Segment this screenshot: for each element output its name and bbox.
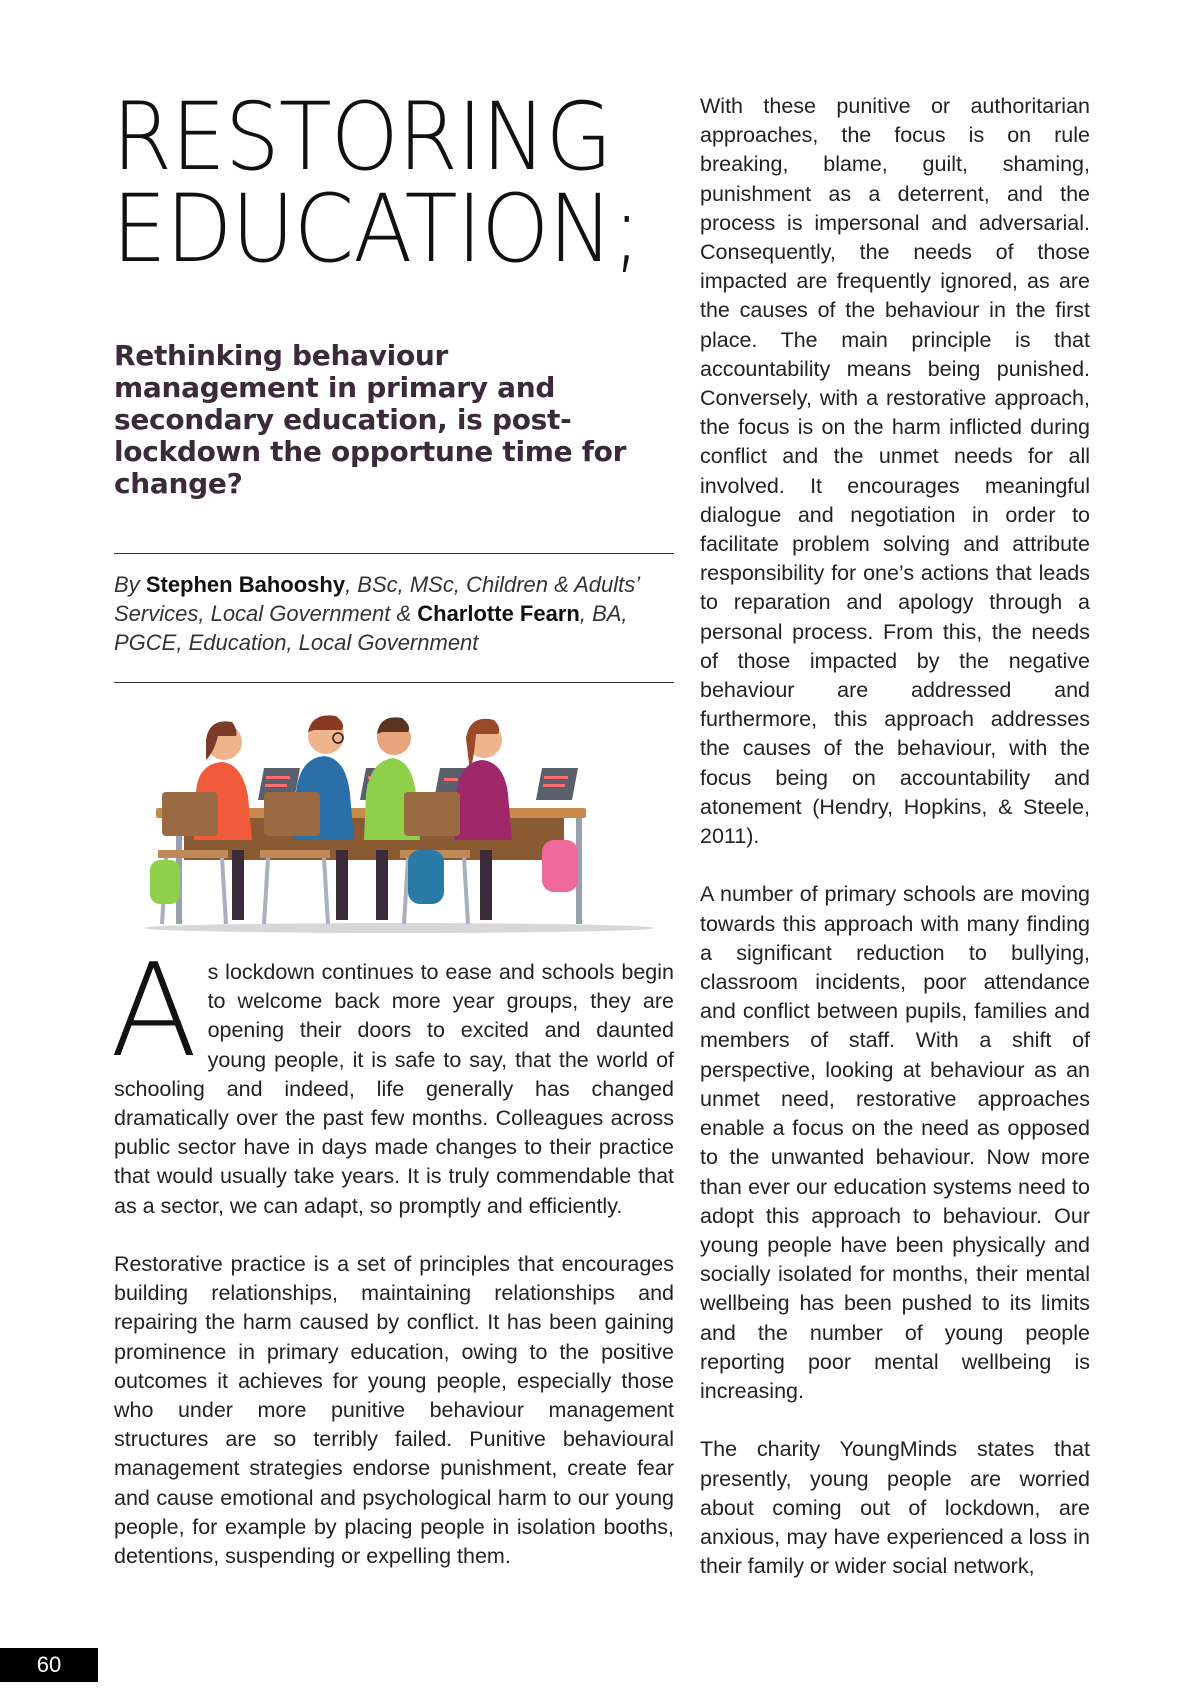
left-column-body: [110, 937, 674, 1600]
page-number: 60: [0, 1648, 98, 1682]
divider-bottom: [114, 682, 674, 683]
paragraph-1-text: s lockdown continues to ease and schools begin to welcome back more year groups, they are opening their doors to excited and daunted young people, it is safe to say, that the world of schooling and indeed, life generally has changed dramatically over the past few months. Colleagues across public sector have in days made changes to their practice that would usually take years. It is truly commendable that as a sector, we can adapt, so promptly and efficiently.: [114, 960, 674, 1218]
paragraph-1: [110, 937, 674, 1221]
students-at-laptops-illustration: [114, 700, 674, 950]
divider-top: [114, 553, 674, 554]
byline: [114, 570, 674, 657]
paragraph-4: A number of primary schools are moving towards this approach with many finding a significant reduction to bullying, classroom incidents, poor attendance and conflict between pupils, families and members of staff. With a shift of perspective, looking at behaviour as an unmet need, restorative approaches enable a focus on the need as opposed to the unwanted behaviour. Now more than ever our education systems need to adopt this approach to behaviour. Our young people have been physically and socially isolated for months, their mental wellbeing has been pushed to its limits and the number of young people reporting poor mental wellbeing is increasing.: [700, 882, 1090, 1403]
article-title: [112, 83, 646, 284]
drop-cap: A: [110, 937, 198, 1086]
paragraph-2: Restorative practice is a set of principles that encourages building relationships, maintaining relationships and repairing the harm caused by conflict. It has been gaining prominence in primary education, owing to the positive outcomes it achieves for young people, especially those who under more punitive behaviour management structures are so terribly failed. Punitive behavioural management strategies endorse punishment, create fear and cause emotional and psychological harm to our young people, for example by placing people in isolation booths, detentions, suspending or expelling them.: [114, 1252, 674, 1569]
paragraph-5: The charity YoungMinds states that presently, young people are worried about coming out of lockdown, are anxious, may have experienced a loss in their family or wider social network,: [700, 1437, 1090, 1579]
title-line-1: RESTORING: [112, 83, 612, 192]
author-2-details: , BA, PGCE, Education, Local Government: [114, 601, 628, 655]
author-1-details: , BSc, MSc, Children & Adults’ Services, Local Government &: [114, 572, 639, 626]
article-subtitle: Rethinking behaviour management in primary and secondary education, is post-lockdown the opportune time for change?: [114, 339, 627, 500]
byline-prefix: By: [114, 572, 140, 597]
paragraph-3: With these punitive or authoritarian approaches, the focus is on rule breaking, blame, guilt, shaming, punishment as a deterrent, and the process is impersonal and adversarial. Consequently, the needs of those impacted are frequently ignored, as are the causes of the behaviour in the first place. The main principle is that accountability means being punished. Conversely, with a restorative approach, the focus is on the harm inflicted during conflict and the unmet needs for all involved. It encourages meaningful dialogue and negotiation in order to facilitate problem solving and attribute responsibility for one’s actions that leads to reparation and apology through a personal process. From this, the needs of those impacted by the negative behaviour are addressed and furthermore, this approach addresses the causes of the behaviour, with the focus being on accountability and atonement (Hendry, Hopkins, & Steele, 2011).: [700, 94, 1090, 849]
title-line-2: EDUCATION;: [112, 175, 641, 284]
right-column-body: [700, 92, 1090, 1611]
author-1-name: Stephen Bahooshy: [145, 572, 346, 597]
author-2-name: Charlotte Fearn: [417, 601, 580, 626]
